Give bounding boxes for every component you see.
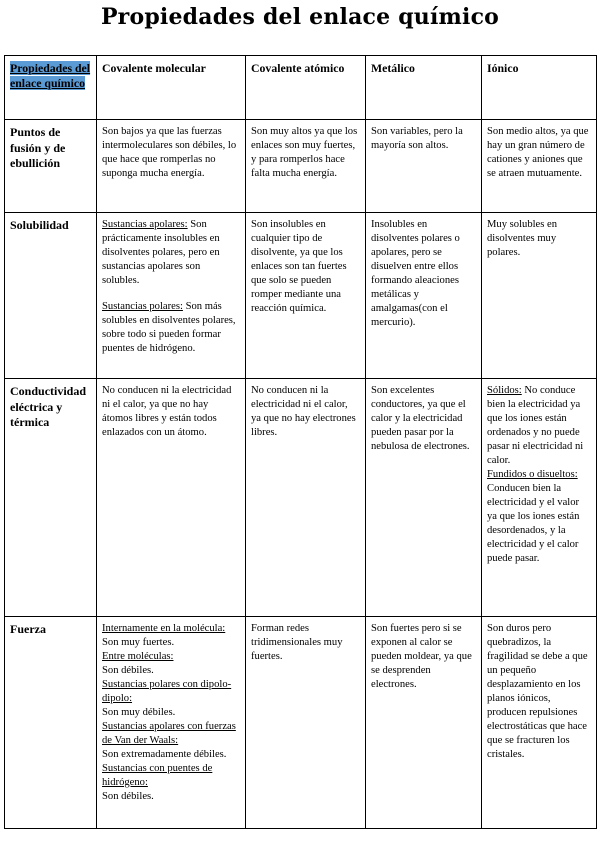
cell-conductividad-metalico: Son excelentes conductores, ya que el calor y la electricidad pueden pasar por la nebulosa de electrones. xyxy=(366,379,482,617)
cell-fuerza-ionico: Son duros pero quebradizos, la fragilidad se debe a que un pequeño desplazamiento en los planos iónicos, producen repulsiones electrostáticas que hace que se fracturen los cristales. xyxy=(482,617,597,829)
header-covalente-atomico: Covalente atómico xyxy=(246,56,366,120)
header-ionico: Iónico xyxy=(482,56,597,120)
solubilidad-apolares-title: Sustancias apolares: xyxy=(102,219,188,230)
solubilidad-apolares-text: Son prácticamente insolubles en disolventes polares, pero en sustancias apolares son solubles. xyxy=(102,219,220,286)
cell-solubilidad-covalente-molecular xyxy=(97,213,246,379)
fuerza-line-5-text: Son débiles. xyxy=(102,790,154,802)
table-row xyxy=(5,120,597,213)
solubilidad-polares-text: Son más solubles en disolventes polares, sobre todo si pueden formar puentes de hidrógeno. xyxy=(102,300,236,354)
cell-solubilidad-covalente-atomico: Son insolubles en cualquier tipo de disolvente, ya que los enlaces son tan fuertes que solo se pueden romper mediante una reacción química. xyxy=(246,213,366,379)
row-label-conductividad: Conductividad eléctrica y térmica xyxy=(5,379,97,617)
row-label-puntos: Puntos de fusión y de ebullición xyxy=(5,120,97,213)
fuerza-line-4-text: Son extremadamente débiles. xyxy=(102,748,227,760)
cell-fuerza-covalente-atomico: Forman redes tridimensionales muy fuertes. xyxy=(246,617,366,829)
cell-conductividad-covalente-atomico: No conducen ni la electricidad ni el calor, ya que no hay electrones libres. xyxy=(246,379,366,617)
solubilidad-apolares-paragraph xyxy=(102,218,240,288)
conductividad-solidos-paragraph xyxy=(487,384,591,468)
fuerza-line-5-title: Sustancias con puentes de hidrógeno: xyxy=(102,762,213,788)
header-corner-label: Propiedades del enlace químico xyxy=(10,61,91,90)
table-row xyxy=(5,379,597,617)
cell-conductividad-covalente-molecular: No conducen ni la electricidad ni el calor, ya que no hay átomos libres y están todos enlazados con un átomo. xyxy=(97,379,246,617)
cell-puntos-covalente-molecular: Son bajos ya que las fuerzas intermoleculares son débiles, lo que hace que romperlas no suponga mucha energía. xyxy=(97,120,246,213)
header-corner-cell xyxy=(5,56,97,120)
cell-fuerza-metalico: Son fuertes pero si se exponen al calor se pueden moldear, ya que se desprenden electrones. xyxy=(366,617,482,829)
cell-puntos-metalico: Son variables, pero la mayoría son altos. xyxy=(366,120,482,213)
fuerza-line-4-title: Sustancias apolares con fuerzas de Van der Waals: xyxy=(102,720,236,746)
cell-solubilidad-metalico: Insolubles en disolventes polares o apolares, pero se disuelven entre ellos formando aleaciones metálicas y amalgamas(con el mercurio). xyxy=(366,213,482,379)
solubilidad-polares-title: Sustancias polares: xyxy=(102,300,183,312)
cell-fuerza-covalente-molecular xyxy=(97,617,246,829)
solubilidad-polares-paragraph xyxy=(102,300,240,356)
conductividad-fundidos-text: Conducen bien la electricidad y el valor ya que los iones están desordenados, y la electricidad y el calor puede pasar. xyxy=(487,482,580,564)
cell-puntos-ionico: Son medio altos, ya que hay un gran número de cationes y aniones que se atraen mutuamente. xyxy=(482,120,597,213)
cell-puntos-covalente-atomico: Son muy altos ya que los enlaces son muy fuertes, y para romperlos hace falta mucha energía. xyxy=(246,120,366,213)
fuerza-line-2-text: Son débiles. xyxy=(102,664,154,676)
conductividad-fundidos-title: Fundidos o disueltos: xyxy=(487,468,578,480)
row-label-fuerza: Fuerza xyxy=(5,617,97,829)
table-row xyxy=(5,213,597,379)
row-label-solubilidad: Solubilidad xyxy=(5,213,97,379)
fuerza-line-2-title: Entre moléculas: xyxy=(102,650,174,662)
fuerza-line-1: Internamente en la molécula: Son muy fuertes. xyxy=(102,623,226,648)
table-header-row xyxy=(5,56,597,120)
page-title: Propiedades del enlace químico xyxy=(100,4,500,30)
table-row xyxy=(5,617,597,829)
cell-conductividad-ionico xyxy=(482,379,597,617)
fuerza-line-3-text: Son muy débiles. xyxy=(102,706,176,718)
cell-solubilidad-ionico: Muy solubles en disolventes muy polares. xyxy=(482,213,597,379)
conductividad-solidos-text: No conduce bien la electricidad ya que los iones están ordenados y no puede pasar ni electricidad ni calor. xyxy=(487,385,584,466)
fuerza-line-3-title: Sustancias polares con dipolo-dipolo: xyxy=(102,678,232,704)
properties-table xyxy=(4,55,597,829)
header-covalente-molecular: Covalente molecular xyxy=(97,56,246,120)
conductividad-solidos-title: Sólidos: xyxy=(487,385,522,396)
header-metalico: Metálico xyxy=(366,56,482,120)
